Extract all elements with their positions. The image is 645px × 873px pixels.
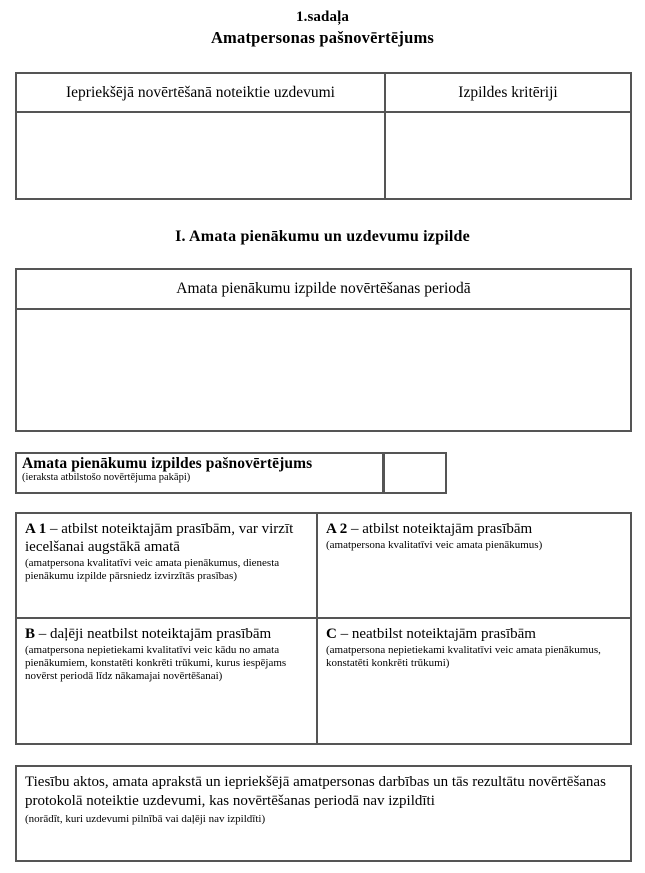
- title-line-1: 1.sadaļa: [296, 9, 349, 25]
- grade-cell-a1: [17, 514, 316, 617]
- unfulfilled-tasks-text: Tiesību aktos, amata aprakstā un iepriekšējā amatpersonas darbības un tās rezultātu novērtēšanas protokolā noteiktie uzdevumi, kas novērtēšanas periodā nav izpildīti: [25, 774, 606, 810]
- self-assessment-value[interactable]: [385, 454, 445, 492]
- column-header-criteria: Izpildes kritēriji: [458, 83, 558, 101]
- grade-c-title: [326, 625, 622, 643]
- grade-a2-code: A 2: [326, 521, 348, 537]
- performance-table-body[interactable]: [17, 310, 630, 430]
- grade-a1-text: atbilst noteiktajām prasībām, var virzīt iecelšanai augstākā amatā: [25, 521, 294, 555]
- grade-cell-a2: [318, 514, 630, 617]
- unfulfilled-tasks-content: [15, 766, 632, 863]
- unfulfilled-tasks-note: (norādīt, kuri uzdevumi pilnībā vai daļēji nav izpildīti): [25, 813, 266, 826]
- grade-a1-note: (amatpersona kvalitatīvi veic amata pienākumus, dienesta pienākumu izpilde pārsniedz izvirzītās prasības): [25, 557, 280, 582]
- grade-c-code: C: [326, 626, 337, 642]
- grade-c-text: neatbilst noteiktajām prasībām: [351, 626, 536, 642]
- column-header-tasks: Iepriekšējā novērtēšanā noteiktie uzdevumi: [66, 83, 335, 101]
- self-assessment-hint: (ieraksta atbilstošo novērtējuma pakāpi): [22, 472, 191, 484]
- grade-b-dash: –: [35, 626, 51, 642]
- grade-a2-text: atbilst noteiktajām prasībām: [362, 521, 533, 537]
- grade-b-title: [25, 625, 308, 643]
- grade-cell-c: [318, 619, 630, 743]
- self-assessment-label: Amata pienākumu izpildes pašnovērtējums: [22, 455, 313, 472]
- self-assessment-label-text: [15, 453, 384, 495]
- grade-a1-dash: –: [46, 521, 62, 537]
- previous-tasks-cell-tasks[interactable]: [17, 113, 384, 198]
- grade-a2-title: [326, 520, 622, 538]
- page-title: [0, 8, 645, 48]
- grade-c-note: (amatpersona nepietiekami kvalitatīvi veic amata pienākumus, konstatēti konkrēti trūkumi): [326, 644, 601, 669]
- grade-b-note: (amatpersona nepietiekami kvalitatīvi veic kādu no amata pienākumiem, konstatēti konkrēti trūkumi, kurus iespējams novērst periodā līdz nākamajai novērtēšanai): [25, 644, 287, 682]
- grade-c-dash: –: [336, 626, 352, 642]
- previous-tasks-cell-criteria[interactable]: [386, 113, 630, 198]
- grade-a2-note: (amatpersona kvalitatīvi veic amata pienākumus): [326, 539, 543, 551]
- grade-a1-title: [25, 520, 308, 556]
- performance-table-header: Amata pienākumu izpilde novērtēšanas periodā: [176, 280, 471, 297]
- title-line-2: Amatpersonas pašnovērtējums: [210, 28, 435, 48]
- section-heading: I. Amata pienākumu un uzdevumu izpilde: [175, 228, 470, 245]
- grade-a1-code: A 1: [25, 521, 47, 537]
- grade-cell-b: [17, 619, 316, 743]
- grade-b-code: B: [25, 626, 36, 642]
- grade-a2-dash: –: [347, 521, 363, 537]
- grade-b-text: daļēji neatbilst noteiktajām prasībām: [50, 626, 272, 642]
